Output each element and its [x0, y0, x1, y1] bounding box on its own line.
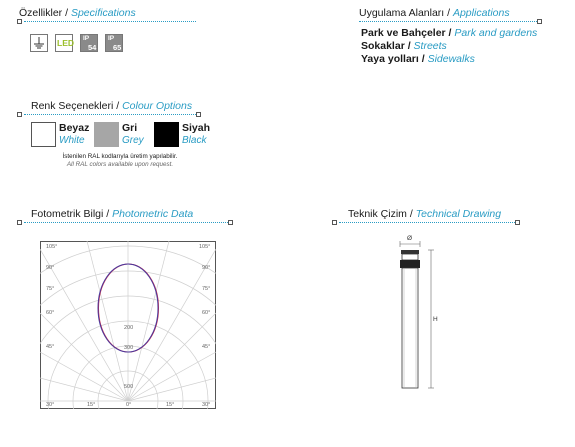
height-label: H — [433, 316, 438, 323]
section-divider — [359, 21, 537, 22]
color-name-tr: Siyah — [182, 122, 211, 134]
list-item — [361, 53, 537, 66]
ip65-label-top: IP — [108, 35, 115, 42]
color-name-tr: Beyaz — [59, 122, 90, 134]
section-marker — [17, 19, 22, 24]
specifications-title — [19, 7, 136, 19]
radial-label: 300 — [124, 345, 134, 351]
application-tr: Sokaklar / — [361, 40, 411, 52]
angle-label: 45° — [46, 344, 55, 350]
color-option-black — [182, 122, 210, 147]
diameter-label: Ø — [407, 235, 413, 242]
applications-title-tr: Uygulama Alanları / — [359, 7, 451, 19]
section-divider — [24, 21, 196, 22]
color-name-en: White — [59, 135, 85, 146]
angle-label: 15° — [166, 402, 175, 408]
ral-note-tr: İstenilen RAL kodlarıyla üretim yapılabilir. — [62, 153, 178, 160]
technical-title-en: Technical Drawing — [415, 208, 502, 220]
application-tr: Yaya yolları / — [361, 53, 425, 65]
angle-label: 30° — [202, 402, 211, 408]
swatch-white — [31, 122, 56, 147]
section-marker — [196, 112, 201, 117]
angle-label: 75° — [46, 286, 55, 292]
color-option-white — [59, 122, 89, 147]
technical-drawing — [390, 232, 450, 392]
colour-options-title-tr: Renk Seçenekleri / — [31, 100, 120, 112]
angle-label: 0° — [126, 402, 132, 408]
color-name-tr: Gri — [122, 122, 138, 134]
lamp-body — [402, 268, 418, 388]
color-name-en: Grey — [122, 135, 144, 146]
ral-note — [30, 153, 210, 169]
section-divider — [24, 222, 228, 223]
angle-label: 45° — [202, 344, 211, 350]
led-label: LED — [57, 38, 74, 48]
angle-label: 90° — [202, 265, 211, 271]
swatch-black — [154, 122, 179, 147]
ip54-icon — [80, 34, 98, 52]
swatch-grey — [94, 122, 119, 147]
section-marker — [332, 220, 337, 225]
application-en: Park and gardens — [454, 27, 538, 39]
angle-label: 30° — [46, 402, 55, 408]
angle-label: 60° — [46, 310, 55, 316]
angle-label: 105° — [46, 244, 58, 250]
section-marker — [515, 220, 520, 225]
application-en: Streets — [413, 40, 447, 52]
section-marker — [537, 19, 542, 24]
lamp-collar — [400, 260, 420, 268]
list-item — [361, 40, 537, 53]
technical-title-tr: Teknik Çizim / — [348, 208, 413, 220]
angle-label: 105° — [199, 244, 211, 250]
section-marker — [228, 220, 233, 225]
section-marker — [17, 112, 22, 117]
colour-options-title-en: Colour Options — [122, 100, 193, 112]
lamp-cap — [401, 250, 419, 254]
color-option-grey — [122, 122, 144, 147]
color-name-en: Black — [182, 135, 207, 146]
ip54-label-top: IP — [83, 35, 90, 42]
list-item — [361, 27, 537, 40]
application-en: Sidewalks — [427, 53, 475, 65]
angle-label: 90° — [46, 265, 55, 271]
photometric-title-tr: Fotometrik Bilgi / — [31, 208, 110, 220]
radial-label: 200 — [124, 325, 134, 331]
ip65-label-num: 65 — [113, 43, 122, 52]
angle-label: 75° — [202, 286, 211, 292]
applications-list — [361, 27, 537, 66]
angle-label: 15° — [87, 402, 96, 408]
specifications-title-en: Specifications — [70, 7, 136, 19]
radial-label: 500 — [124, 384, 134, 390]
ral-note-en: All RAL colors available upon request. — [66, 161, 174, 168]
technical-title — [348, 208, 501, 220]
ground-icon — [30, 34, 48, 52]
section-marker — [17, 220, 22, 225]
applications-title-en: Applications — [452, 7, 510, 19]
section-divider — [339, 222, 515, 223]
ip54-label-num: 54 — [88, 43, 97, 52]
ip65-icon — [105, 34, 123, 52]
application-tr: Park ve Bahçeler / — [361, 27, 452, 39]
section-divider — [24, 114, 196, 115]
polar-diagram — [40, 241, 216, 409]
specifications-title-tr: Özellikler / — [19, 7, 69, 19]
photometric-title — [31, 208, 193, 220]
angle-label: 60° — [202, 310, 211, 316]
colour-options-title — [31, 100, 192, 112]
lamp-diffuser — [402, 254, 418, 260]
led-icon — [55, 34, 73, 52]
photometric-title-en: Photometric Data — [112, 208, 194, 220]
applications-title — [359, 7, 510, 19]
